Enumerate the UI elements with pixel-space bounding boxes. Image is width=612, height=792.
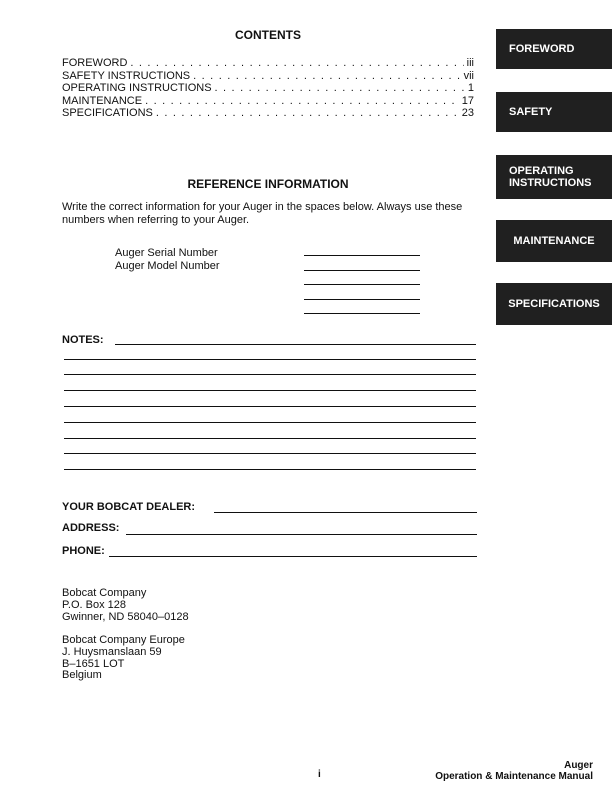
footer-manual-title: [435, 760, 593, 782]
notes-line[interactable]: [64, 359, 476, 360]
address-line: Gwinner, ND 58040–0128: [62, 610, 189, 623]
address-line: Bobcat Company Europe: [62, 634, 185, 646]
toc-dot-leader: [193, 70, 460, 83]
reference-title: REFERENCE INFORMATION: [187, 177, 349, 191]
toc-dot-leader: [156, 107, 459, 120]
toc-entry-label: OPERATING INSTRUCTIONS: [62, 82, 212, 95]
notes-line[interactable]: [64, 406, 476, 407]
serial-number-label: Auger Serial Number: [115, 247, 218, 259]
toc-entry-safety[interactable]: [62, 70, 474, 83]
footer-manual: Operation & Maintenance Manual: [435, 771, 593, 782]
tab-foreword[interactable]: FOREWORD: [496, 29, 612, 69]
notes-line[interactable]: [64, 422, 476, 423]
reference-instructions: Write the correct information for your Auger in the spaces below. Always use these numbers when referring to your Auger.: [62, 201, 463, 226]
toc-entry-page: vii: [463, 69, 474, 82]
toc-dot-leader: [145, 95, 459, 108]
tab-label-line: OPERATING: [509, 165, 574, 177]
blank-field[interactable]: [304, 313, 420, 314]
toc-entry-maintenance[interactable]: [62, 95, 474, 108]
model-number-label: Auger Model Number: [115, 259, 220, 272]
address-line: J. Huysmanslaan 59: [62, 645, 162, 658]
toc-dot-leader: [130, 57, 463, 70]
notes-line[interactable]: [64, 438, 476, 439]
toc-dot-leader: [215, 82, 465, 95]
toc-entry-operating[interactable]: [62, 82, 474, 95]
phone-field[interactable]: [109, 556, 477, 557]
dealer-field[interactable]: [214, 512, 477, 513]
company-address-us: [62, 588, 189, 623]
notes-label: NOTES:: [62, 334, 104, 346]
tab-specifications[interactable]: SPECIFICATIONS: [496, 283, 612, 325]
toc-entry-label: SAFETY INSTRUCTIONS: [62, 69, 191, 82]
toc-entry-page: iii: [466, 57, 474, 69]
toc-entry-page: 1: [467, 82, 474, 95]
notes-line[interactable]: [64, 453, 476, 454]
page-number: i: [318, 769, 321, 780]
serial-model-labels: [115, 247, 220, 272]
table-of-contents: [62, 57, 474, 120]
toc-entry-label: SPECIFICATIONS: [62, 107, 153, 120]
toc-entry-foreword[interactable]: [62, 57, 474, 70]
tab-maintenance[interactable]: MAINTENANCE: [496, 220, 612, 262]
serial-number-field[interactable]: [304, 255, 420, 256]
address-line: Belgium: [62, 669, 102, 682]
toc-entry-label: FOREWORD: [62, 57, 128, 69]
footer-product: Auger: [564, 760, 593, 771]
address-line: P.O. Box 128: [62, 598, 127, 611]
toc-entry-page: 23: [461, 107, 474, 120]
toc-entry-label: MAINTENANCE: [62, 94, 143, 107]
contents-title: CONTENTS: [235, 28, 301, 42]
tab-operating-instructions[interactable]: [496, 155, 612, 199]
phone-label: PHONE:: [62, 545, 105, 557]
notes-line[interactable]: [64, 469, 476, 470]
model-number-field[interactable]: [304, 270, 420, 271]
toc-entry-page: 17: [461, 94, 474, 107]
toc-entry-specifications[interactable]: [62, 107, 474, 120]
notes-line[interactable]: [115, 344, 476, 345]
address-line: Bobcat Company: [62, 587, 147, 599]
tab-label-line: INSTRUCTIONS: [509, 177, 592, 189]
notes-line[interactable]: [64, 374, 476, 375]
blank-field[interactable]: [304, 299, 420, 300]
address-line: B–1651 LOT: [62, 657, 125, 670]
address-field[interactable]: [126, 534, 477, 535]
company-address-europe: [62, 635, 185, 682]
dealer-label: YOUR BOBCAT DEALER:: [62, 501, 196, 513]
notes-line[interactable]: [64, 390, 476, 391]
address-label: ADDRESS:: [62, 522, 120, 534]
tab-safety[interactable]: SAFETY: [496, 92, 612, 132]
blank-field[interactable]: [304, 284, 420, 285]
